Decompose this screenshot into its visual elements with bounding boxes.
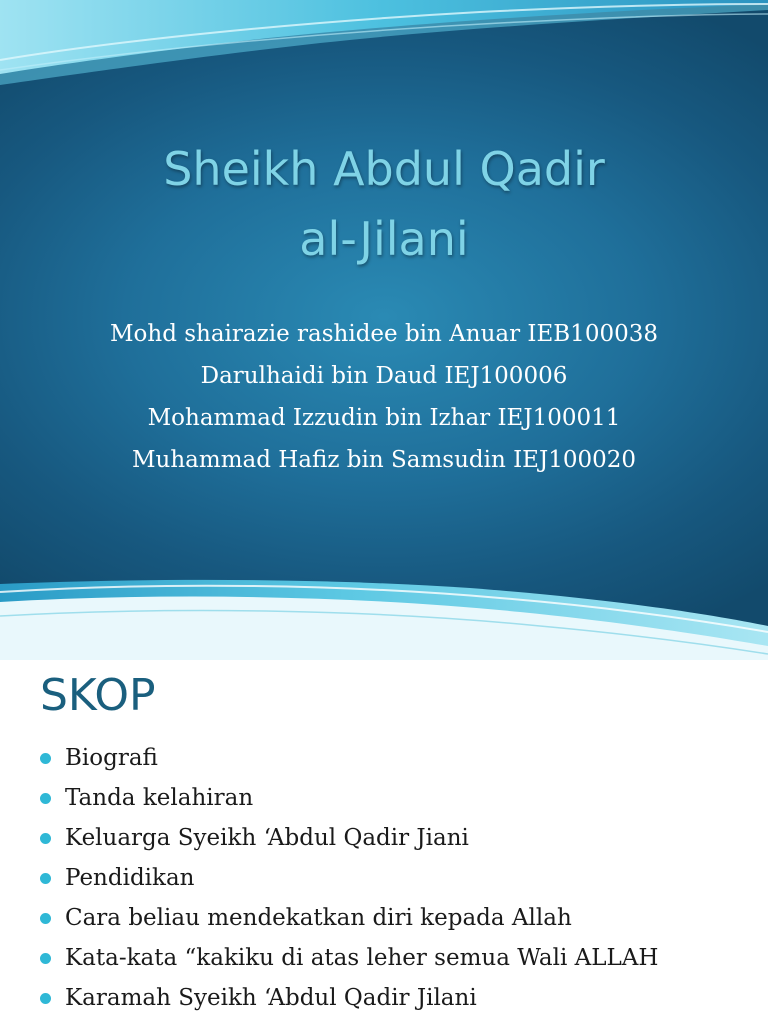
author-line: Darulhaidi bin Daud IEJ100006 [200, 363, 568, 389]
list-item-text: Cara beliau mendekatkan diri kepada Allah [65, 905, 572, 931]
skop-slide [0, 660, 768, 1024]
list-item-text: Biografi [65, 745, 158, 771]
list-item-text: Pendidikan [65, 865, 195, 891]
list-item [40, 938, 760, 978]
skop-title: SKOP [40, 670, 156, 721]
title-line-1: Sheikh Abdul Qadir [163, 142, 605, 196]
bullet-icon [40, 953, 51, 964]
author-line: Mohd shairazie rashidee bin Anuar IEB100038 [109, 321, 658, 347]
bullet-icon [40, 793, 51, 804]
bullet-icon [40, 913, 51, 924]
list-item [40, 858, 760, 898]
top-wave-decoration [0, 0, 768, 90]
bullet-icon [40, 833, 51, 844]
list-item [40, 978, 760, 1018]
bullet-icon [40, 873, 51, 884]
list-item-text: Keluarga Syeikh ‘Abdul Qadir Jiani [65, 825, 469, 851]
bullet-icon [40, 753, 51, 764]
list-item [40, 778, 760, 818]
title-line-2: al-Jilani [299, 212, 469, 266]
author-line: Muhammad Hafiz bin Samsudin IEJ100020 [132, 447, 636, 473]
list-item-text: Tanda kelahiran [65, 785, 254, 811]
list-item [40, 818, 760, 858]
list-item [40, 898, 760, 938]
list-item [40, 738, 760, 778]
bullet-icon [40, 993, 51, 1004]
author-line: Mohammad Izzudin bin Izhar IEJ100011 [147, 405, 621, 431]
list-item-text: Kata-kata “kakiku di atas leher semua Wali ALLAH [65, 945, 659, 971]
slide-title [0, 134, 768, 274]
list-item-text: Karamah Syeikh ‘Abdul Qadir Jilani [65, 985, 477, 1011]
bottom-wave-decoration [0, 572, 768, 660]
author-list [0, 313, 768, 481]
skop-list [40, 738, 760, 1018]
